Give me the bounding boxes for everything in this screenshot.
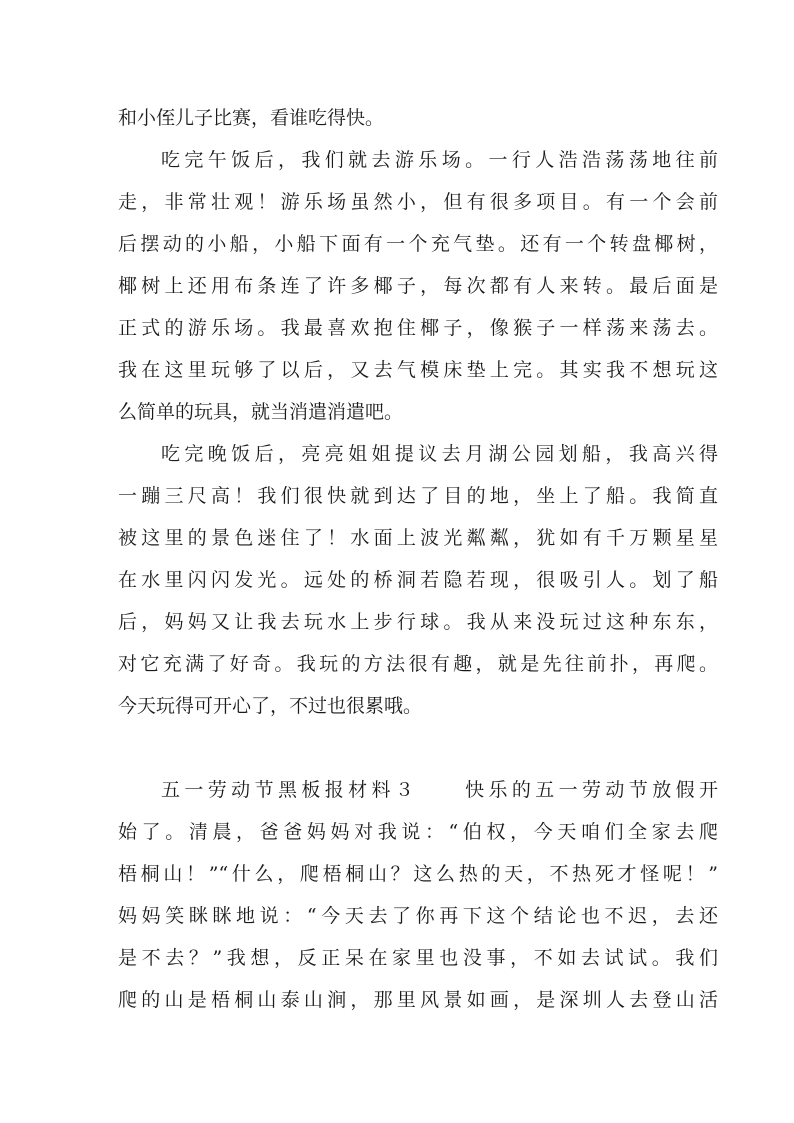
text-line: 吃完晚饭后，亮亮姐姐提议去月湖公园划船，我高兴得 (161, 443, 718, 465)
text-line: 对它充满了好奇。我玩的方法很有趣，就是先往前扑，再爬。 (118, 653, 718, 675)
text-line: 后，妈妈又让我去玩水上步行球。我从来没玩过这种东东， (118, 611, 718, 633)
text-line: 么简单的玩具，就当消遣消遣吧。 (118, 401, 404, 423)
text-line: 今天玩得可开心了，不过也很累哦。 (118, 695, 423, 717)
text-line: 五一劳动节黑板报材料３ 快乐的五一劳动节放假开 (161, 779, 718, 801)
text-line: 在水里闪闪发光。远处的桥洞若隐若现，很吸引人。划了船 (118, 569, 718, 591)
text-line: 和小侄儿子比赛，看谁吃得快。 (118, 107, 385, 129)
text-line: 始了。清晨，爸爸妈妈对我说：“伯权，今天咱们全家去爬 (118, 821, 718, 843)
text-line: 正式的游乐场。我最喜欢抱住椰子，像猴子一样荡来荡去。 (118, 317, 718, 339)
text-line: 我在这里玩够了以后，又去气模床垫上完。其实我不想玩这 (118, 359, 718, 381)
text-line: 是不去？”我想，反正呆在家里也没事，不如去试试。我们 (118, 947, 718, 969)
text-line: 一蹦三尺高！我们很快就到达了目的地，坐上了船。我简直 (118, 485, 718, 507)
text-line: 爬的山是梧桐山泰山涧，那里风景如画，是深圳人去登山活 (118, 989, 718, 1011)
text-line: 后摆动的小船，小船下面有一个充气垫。还有一个转盘椰树， (118, 233, 718, 255)
text-line: 走，非常壮观！游乐场虽然小，但有很多项目。有一个会前 (118, 191, 718, 213)
text-line: 妈妈笑眯眯地说：“今天去了你再下这个结论也不迟，去还 (118, 905, 718, 927)
text-line: 梧桐山！”“什么，爬梧桐山？这么热的天，不热死才怪呢！” (118, 863, 718, 885)
text-line: 吃完午饭后，我们就去游乐场。一行人浩浩荡荡地往前 (161, 149, 718, 171)
text-line: 椰树上还用布条连了许多椰子，每次都有人来转。最后面是 (118, 275, 718, 297)
text-line: 被这里的景色迷住了！水面上波光粼粼，犹如有千万颗星星 (118, 527, 718, 549)
